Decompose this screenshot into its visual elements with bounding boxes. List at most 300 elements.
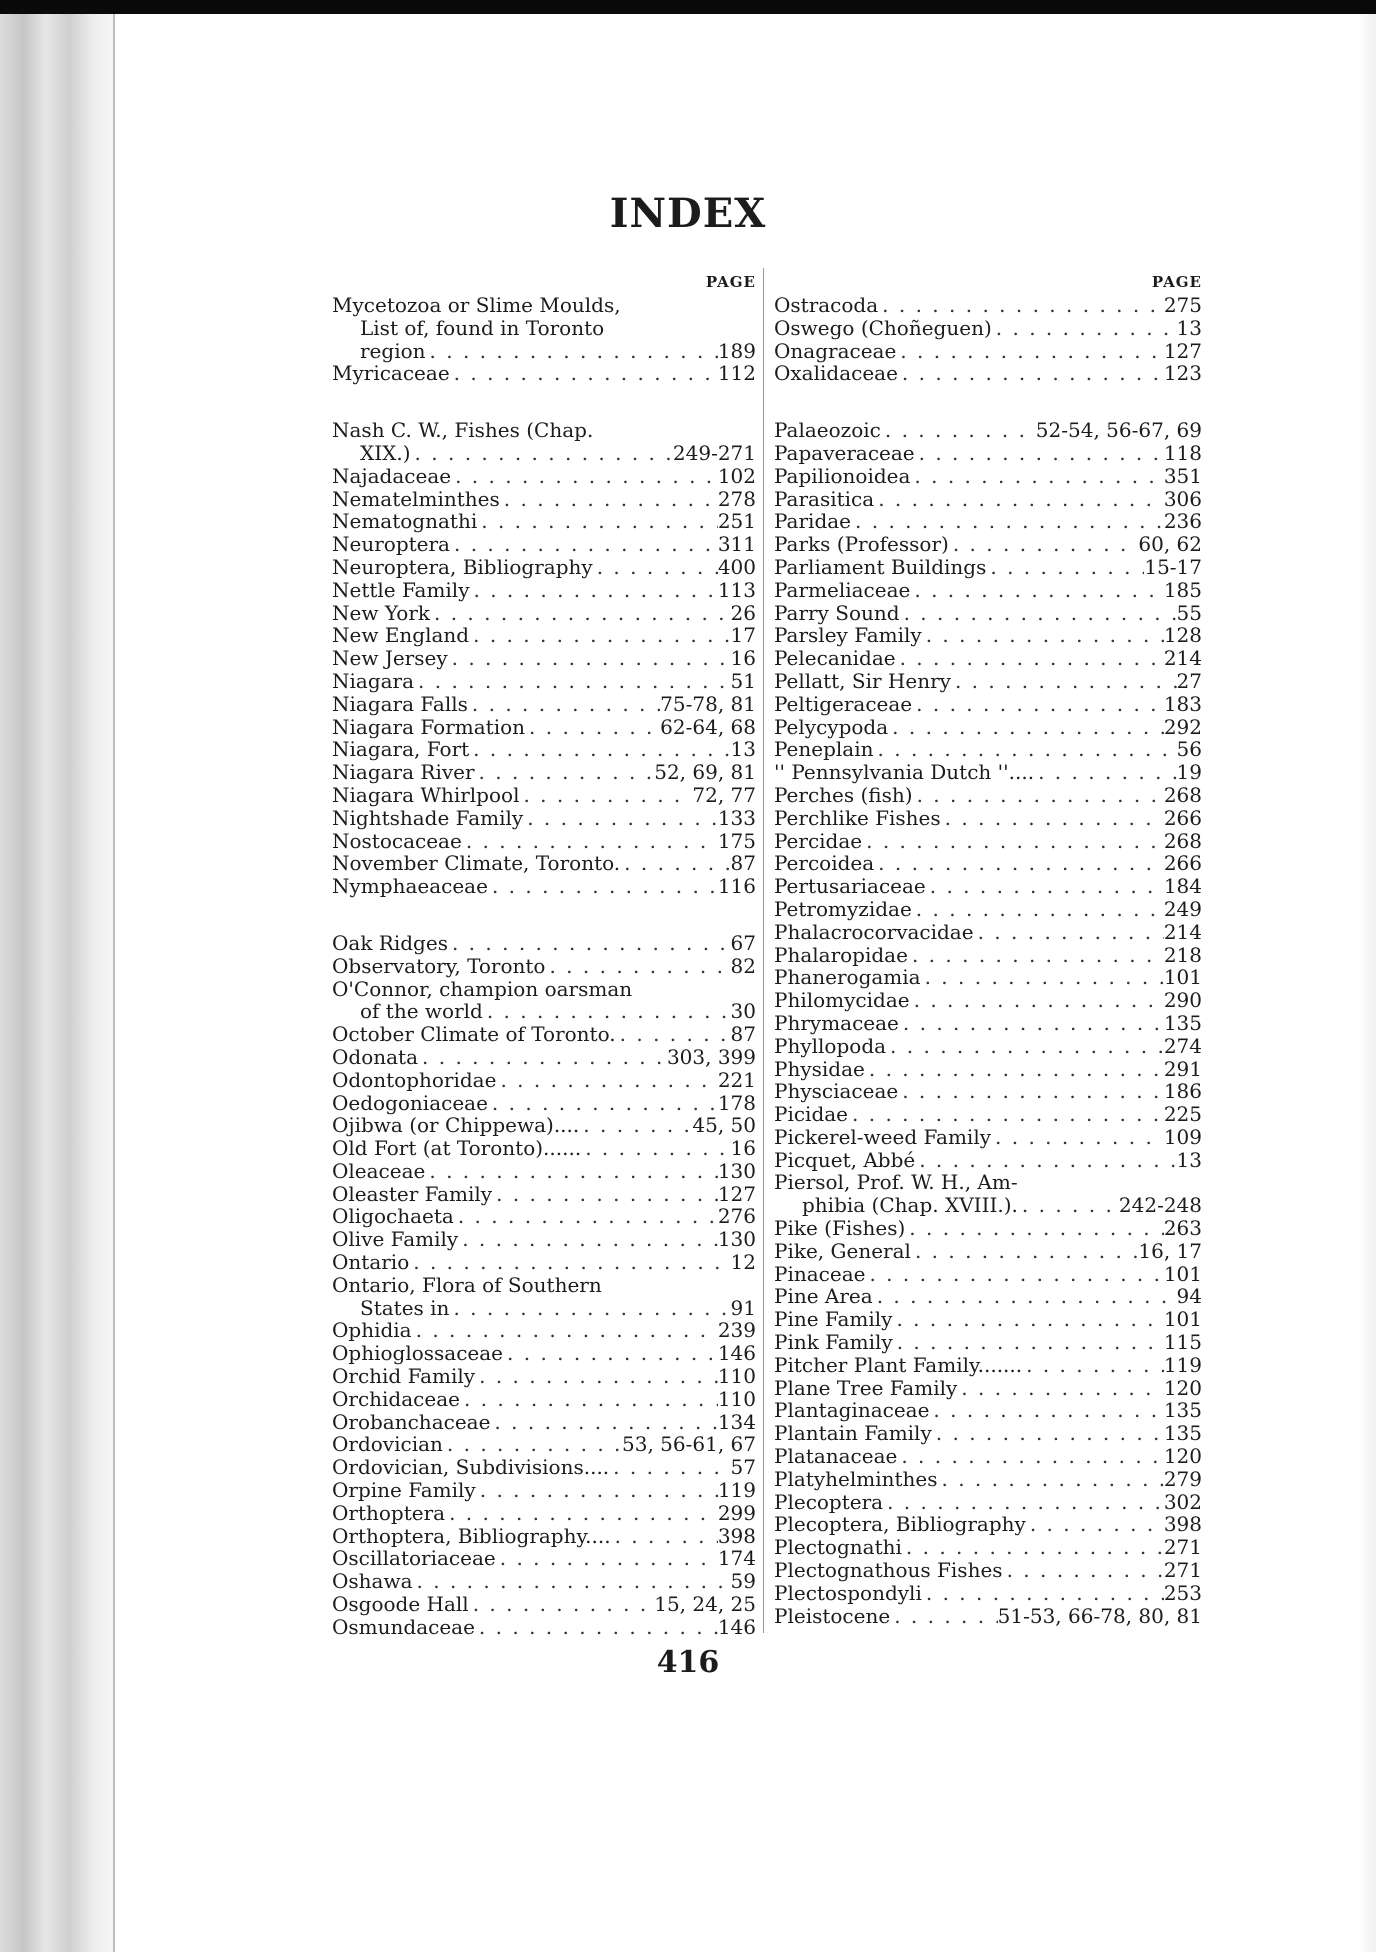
index-entry	[774, 1559, 1202, 1582]
dot-leader	[449, 1297, 730, 1320]
index-entry	[774, 761, 1202, 784]
index-entry	[774, 875, 1202, 898]
entry-page-ref: 236	[1163, 509, 1202, 534]
index-entry	[774, 670, 1202, 693]
dot-leader	[545, 955, 730, 978]
index-entry	[774, 898, 1202, 921]
entry-term: Phyllopoda	[774, 1033, 887, 1058]
index-entry	[774, 944, 1202, 967]
dot-leader	[445, 1502, 718, 1525]
entry-page-ref: 242-248	[1118, 1193, 1202, 1218]
entry-term: Niagara, Fort	[332, 737, 470, 762]
entry-term: Ordovician	[332, 1432, 443, 1457]
entry-term: New Jersey	[332, 646, 448, 671]
entry-page-ref: 15-17	[1144, 554, 1202, 579]
dot-leader	[921, 966, 1164, 989]
entry-term: Nightshade Family	[332, 805, 524, 830]
entry-term: Pelycypoda	[774, 714, 889, 739]
dot-leader	[448, 932, 731, 955]
entry-page-ref: 120	[1163, 1375, 1202, 1400]
index-entry	[774, 579, 1202, 602]
index-entry	[332, 1160, 756, 1183]
dot-leader	[1018, 1194, 1119, 1217]
entry-term: Phalaropidae	[774, 942, 908, 967]
entry-page-ref: 82	[730, 953, 756, 978]
dot-leader	[865, 1058, 1164, 1081]
entry-term: Perches (fish)	[774, 782, 913, 807]
index-entry	[332, 624, 756, 647]
entry-term: Odonata	[332, 1044, 419, 1069]
entry-term: Nematognathi	[332, 509, 478, 534]
entry-term: Pike (Fishes)	[774, 1216, 906, 1241]
dot-leader	[525, 716, 660, 739]
entry-page-ref: 253	[1163, 1580, 1202, 1605]
entry-page-ref: 57	[730, 1455, 756, 1480]
dot-leader	[893, 1331, 1164, 1354]
entry-page-ref: 87	[730, 1022, 756, 1047]
index-entry	[774, 533, 1202, 556]
index-entry	[332, 693, 756, 716]
entry-page-ref: 118	[1163, 440, 1202, 465]
dot-leader	[450, 362, 718, 385]
index-entries-left	[332, 294, 756, 1639]
dot-leader	[915, 442, 1164, 465]
index-entry	[774, 1126, 1202, 1149]
entry-term: States in	[360, 1295, 450, 1320]
entry-term: Niagara Whirlpool	[332, 782, 520, 807]
dot-leader	[941, 807, 1164, 830]
dot-leader	[500, 488, 718, 511]
entry-page-ref: 13	[730, 737, 756, 762]
entry-page-ref: 59	[730, 1569, 756, 1594]
entry-term: Ostracoda	[774, 293, 879, 317]
dot-leader	[492, 1183, 718, 1206]
entry-page-ref: 72, 77	[692, 782, 756, 807]
dot-leader	[881, 419, 1036, 442]
entry-page-ref: 275	[1163, 293, 1202, 317]
entry-term: Oleaster Family	[332, 1181, 493, 1206]
entry-term: Pitcher Plant Family.......	[774, 1352, 1023, 1377]
index-entry	[332, 1205, 756, 1228]
entry-page-ref: 116	[717, 874, 756, 899]
index-entry	[332, 1365, 756, 1388]
entry-term: New York	[332, 600, 430, 625]
entry-term: October Climate of Toronto.	[332, 1022, 616, 1047]
index-entry	[774, 510, 1202, 533]
dot-leader	[851, 510, 1164, 533]
dot-leader	[898, 1080, 1164, 1103]
entry-term: Ophioglossaceae	[332, 1341, 504, 1366]
entry-page-ref: 271	[1163, 1535, 1202, 1560]
index-entry	[774, 1536, 1202, 1559]
index-entry	[332, 830, 756, 853]
entry-term: Plecoptera	[774, 1489, 884, 1514]
dot-leader	[414, 670, 731, 693]
dot-leader	[579, 1114, 692, 1137]
index-entry	[332, 1479, 756, 1502]
entry-page-ref: 299	[717, 1500, 756, 1525]
index-entry	[332, 602, 756, 625]
entry-page-ref: 75-78, 81	[660, 691, 756, 716]
entry-term: Paridae	[774, 509, 852, 534]
entry-page-ref: 45, 50	[692, 1113, 756, 1138]
entry-term: Niagara River	[332, 760, 475, 785]
entry-term: phibia (Chap. XVIII.).	[802, 1193, 1018, 1218]
entry-page-ref: 110	[717, 1386, 756, 1411]
entry-page-ref: 119	[1163, 1352, 1202, 1377]
entry-term: Peneplain	[774, 737, 874, 762]
index-entry	[774, 340, 1202, 363]
dot-leader	[468, 693, 660, 716]
index-entry	[332, 488, 756, 511]
entry-page-ref: 102	[717, 463, 756, 488]
index-entry	[774, 1354, 1202, 1377]
index-entry	[774, 1308, 1202, 1331]
index-entry	[774, 647, 1202, 670]
entry-page-ref: 292	[1163, 714, 1202, 739]
index-entry	[774, 624, 1202, 647]
index-entry	[774, 1331, 1202, 1354]
entry-page-ref: 268	[1163, 828, 1202, 853]
dot-leader	[865, 1263, 1163, 1286]
index-entry	[774, 556, 1202, 579]
entry-term: Niagara	[332, 668, 415, 693]
entry-page-ref: 115	[1163, 1330, 1202, 1355]
dot-leader	[897, 1445, 1163, 1468]
dot-leader	[991, 1126, 1164, 1149]
entry-term: Petromyzidae	[774, 896, 912, 921]
entry-page-ref: 16	[730, 646, 756, 671]
index-entry	[774, 989, 1202, 1012]
entry-term: Olive Family	[332, 1227, 459, 1252]
entry-term: Oshawa	[332, 1569, 413, 1594]
dot-leader	[523, 807, 718, 830]
entry-page-ref: 225	[1163, 1102, 1202, 1127]
entry-term: Plantain Family	[774, 1421, 932, 1446]
column-divider	[763, 268, 764, 1633]
index-entry	[332, 716, 756, 739]
index-entry	[774, 1240, 1202, 1263]
dot-leader	[910, 579, 1163, 602]
index-entry	[332, 978, 756, 1024]
entry-term: of the world	[360, 999, 483, 1024]
entry-term: Parmeliaceae	[774, 577, 911, 602]
entry-term: Orthoptera	[332, 1500, 446, 1525]
entry-term: Pink Family	[774, 1330, 893, 1355]
dot-leader	[488, 1092, 718, 1115]
index-entry	[774, 317, 1202, 340]
index-entry	[774, 1445, 1202, 1468]
entry-term: Niagara Falls	[332, 691, 468, 716]
index-entry	[332, 294, 756, 362]
entry-page-ref: 134	[717, 1409, 756, 1434]
entry-term: Neuroptera, Bibliography	[332, 554, 593, 579]
entry-term: O'Connor, champion oarsman	[332, 976, 633, 1001]
index-entry	[774, 465, 1202, 488]
index-entry	[332, 1525, 756, 1548]
index-entry	[332, 1342, 756, 1365]
dot-leader	[890, 1605, 997, 1628]
dot-leader	[900, 602, 1177, 625]
index-entry	[332, 955, 756, 978]
entry-page-ref: 56	[1176, 737, 1202, 762]
index-entry	[332, 1274, 756, 1320]
dot-leader	[469, 1593, 655, 1616]
index-entry	[332, 1593, 756, 1616]
index-entry	[774, 1422, 1202, 1445]
dot-leader	[1026, 1513, 1164, 1536]
index-entry	[332, 465, 756, 488]
index-entry	[332, 1456, 756, 1479]
entry-page-ref: 127	[1163, 338, 1202, 363]
index-entry	[332, 533, 756, 556]
entry-term: Oedogoniaceae	[332, 1090, 488, 1115]
entry-page-ref: 17	[730, 623, 756, 648]
entry-page-ref: 12	[730, 1250, 756, 1275]
index-entry	[774, 921, 1202, 944]
entry-term: Platanaceae	[774, 1444, 898, 1469]
index-entry	[332, 1069, 756, 1092]
entry-page-ref: 128	[1163, 623, 1202, 648]
index-entry	[774, 1377, 1202, 1400]
entry-term: Oxalidaceae	[774, 361, 898, 386]
entry-page-ref: 13	[1176, 315, 1202, 340]
entry-page-ref: 52-54, 56-67, 69	[1035, 418, 1202, 443]
index-entry	[774, 1399, 1202, 1422]
entry-term: Phalacrocorvacidae	[774, 919, 974, 944]
dot-leader	[912, 898, 1164, 921]
dot-leader	[888, 716, 1164, 739]
entry-page-ref: 276	[717, 1204, 756, 1229]
index-entry	[332, 1502, 756, 1525]
entry-page-ref: 130	[717, 1158, 756, 1183]
index-entry	[774, 1513, 1202, 1536]
dot-leader	[448, 647, 731, 670]
index-entry	[332, 1046, 756, 1069]
index-entry	[332, 1114, 756, 1137]
entry-page-ref: 19	[1176, 760, 1202, 785]
entry-page-ref: 101	[1163, 1261, 1202, 1286]
entry-page-ref: 351	[1163, 463, 1202, 488]
dot-leader	[896, 647, 1164, 670]
index-entry	[774, 1285, 1202, 1308]
index-entry	[774, 1012, 1202, 1035]
entry-term: XIX.)	[360, 440, 411, 465]
entry-term: Peltigeraceae	[774, 691, 913, 716]
page-column-header: PAGE	[705, 273, 756, 291]
index-entry	[774, 830, 1202, 853]
entry-page-ref: 214	[1163, 646, 1202, 671]
index-entry	[332, 1137, 756, 1160]
dot-leader	[496, 1069, 717, 1092]
entry-page-ref: 123	[1163, 361, 1202, 386]
entry-term: Parsley Family	[774, 623, 922, 648]
entry-term: Physciaceae	[774, 1079, 899, 1104]
index-entry	[774, 1491, 1202, 1514]
dot-leader	[912, 693, 1164, 716]
entry-page-ref: 110	[717, 1364, 756, 1389]
entry-term: Onagraceae	[774, 338, 897, 363]
entry-term: Pellatt, Sir Henry	[774, 668, 951, 693]
entry-term: Nostocaceae	[332, 828, 462, 853]
index-entry	[774, 419, 1202, 442]
entry-page-ref: 51-53, 66-78, 80, 81	[997, 1603, 1202, 1628]
dot-leader	[490, 1411, 717, 1434]
entry-term: Myricaceae	[332, 361, 450, 386]
dot-leader	[910, 465, 1163, 488]
page-number: 416	[656, 1645, 720, 1680]
index-entry	[332, 579, 756, 602]
index-entry	[332, 1319, 756, 1342]
entry-page-ref: 214	[1163, 919, 1202, 944]
entry-term: Pelecanidae	[774, 646, 896, 671]
dot-leader	[581, 1137, 730, 1160]
index-entry	[774, 1582, 1202, 1605]
dot-leader	[896, 340, 1164, 363]
dot-leader	[496, 1547, 718, 1570]
entry-term: Parliament Buildings	[774, 554, 987, 579]
scan-top-border	[0, 0, 1376, 14]
dot-leader	[477, 510, 718, 533]
dot-leader	[898, 362, 1164, 385]
dot-leader	[413, 1570, 731, 1593]
index-column-left	[332, 270, 756, 1639]
dot-leader	[1034, 761, 1176, 784]
dot-leader	[899, 1012, 1164, 1035]
dot-leader	[905, 1217, 1164, 1240]
entry-page-ref: 87	[730, 851, 756, 876]
entry-term: Picidae	[774, 1102, 849, 1127]
index-entry	[332, 784, 756, 807]
entry-page-ref: 135	[1163, 1421, 1202, 1446]
index-entry	[332, 1411, 756, 1434]
index-entry	[774, 1080, 1202, 1103]
entry-term: Oscillatoriaceae	[332, 1546, 496, 1571]
index-entry	[332, 1616, 756, 1639]
entry-term: Orchid Family	[332, 1364, 476, 1389]
entry-page-ref: 112	[717, 361, 756, 386]
entry-term: Phanerogamia	[774, 965, 921, 990]
entry-term: Phrymaceae	[774, 1010, 899, 1035]
entry-page-ref: 55	[1176, 600, 1202, 625]
entry-term: Plecoptera, Bibliography	[774, 1512, 1026, 1537]
entry-term: Pinaceae	[774, 1261, 866, 1286]
entry-term: Oswego (Choñeguen)	[774, 315, 992, 340]
dot-leader	[848, 1103, 1164, 1126]
index-entry	[332, 932, 756, 955]
entry-term: Percidae	[774, 828, 863, 853]
index-entry	[332, 419, 756, 465]
dot-leader	[932, 1422, 1164, 1445]
entry-page-ref: 178	[717, 1090, 756, 1115]
entry-page-ref: 62-64, 68	[660, 714, 756, 739]
entry-term: Palaeozoic	[774, 418, 881, 443]
dot-leader	[862, 830, 1164, 853]
entry-page-ref: 183	[1163, 691, 1202, 716]
dot-leader	[886, 1035, 1164, 1058]
entry-term: Old Fort (at Toronto)......	[332, 1136, 582, 1161]
letter-group-gap	[332, 385, 756, 419]
entry-page-ref: 311	[717, 532, 756, 557]
entry-term: Odontophoridae	[332, 1067, 497, 1092]
dot-leader	[425, 1160, 717, 1183]
entry-page-ref: 174	[717, 1546, 756, 1571]
index-entry	[774, 807, 1202, 830]
dot-leader	[957, 1377, 1164, 1400]
dot-leader	[910, 989, 1164, 1012]
dot-leader	[883, 1491, 1164, 1514]
index-entry	[774, 1149, 1202, 1172]
dot-leader	[483, 1000, 731, 1023]
dot-leader	[411, 442, 673, 465]
index-entry	[774, 294, 1202, 317]
index-entry	[332, 1388, 756, 1411]
entry-page-ref: 101	[1163, 965, 1202, 990]
dot-leader	[926, 875, 1164, 898]
dot-leader	[409, 1251, 730, 1274]
entry-term: Najadaceae	[332, 463, 452, 488]
entry-page-ref: 67	[730, 930, 756, 955]
entry-page-ref: 249	[1163, 896, 1202, 921]
entry-page-ref: 290	[1163, 988, 1202, 1013]
dot-leader	[412, 1319, 718, 1342]
entry-page-ref: 101	[1163, 1307, 1202, 1332]
dot-leader	[475, 761, 655, 784]
entry-page-ref: 249-271	[672, 440, 756, 465]
entry-page-ref: 135	[1163, 1398, 1202, 1423]
index-entry	[774, 1035, 1202, 1058]
entry-term: Papilionoidea	[774, 463, 911, 488]
dot-leader	[418, 1046, 667, 1069]
entry-page-ref: 398	[1163, 1512, 1202, 1537]
entry-page-ref: 266	[1163, 851, 1202, 876]
entry-page-ref: 60, 62	[1138, 532, 1202, 557]
entry-term: List of, found in Toronto	[360, 315, 605, 340]
dot-leader	[620, 852, 730, 875]
index-entry	[774, 1103, 1202, 1126]
entry-term: Nymphaeaceae	[332, 874, 488, 899]
dot-leader	[874, 488, 1164, 511]
entry-page-ref: 268	[1163, 782, 1202, 807]
entry-page-ref: 189	[717, 338, 756, 363]
entry-page-ref: 279	[1163, 1466, 1202, 1491]
entry-term: Oak Ridges	[332, 930, 448, 955]
dot-leader	[469, 738, 730, 761]
entry-page-ref: 263	[1163, 1216, 1202, 1241]
entry-page-ref: 302	[1163, 1489, 1202, 1514]
entry-page-ref: 16, 17	[1138, 1238, 1202, 1263]
entry-term: Physidae	[774, 1056, 865, 1081]
index-entry	[332, 1023, 756, 1046]
dot-leader	[593, 556, 718, 579]
index-entry	[332, 852, 756, 875]
entry-page-ref: 146	[717, 1341, 756, 1366]
entry-term: Ontario, Flora of Southern	[332, 1272, 602, 1297]
entry-term: Ophidia	[332, 1318, 412, 1343]
dot-leader	[892, 1308, 1163, 1331]
dot-leader	[476, 1479, 718, 1502]
entry-page-ref: 120	[1163, 1444, 1202, 1469]
entry-page-ref: 27	[1176, 668, 1202, 693]
entry-term: Niagara Formation	[332, 714, 526, 739]
index-entry	[332, 1547, 756, 1570]
entry-page-ref: 127	[717, 1181, 756, 1206]
dot-leader	[938, 1468, 1164, 1491]
index-entry	[332, 556, 756, 579]
entry-page-ref: 251	[717, 509, 756, 534]
index-entry	[332, 875, 756, 898]
entry-term: Parasitica	[774, 486, 875, 511]
